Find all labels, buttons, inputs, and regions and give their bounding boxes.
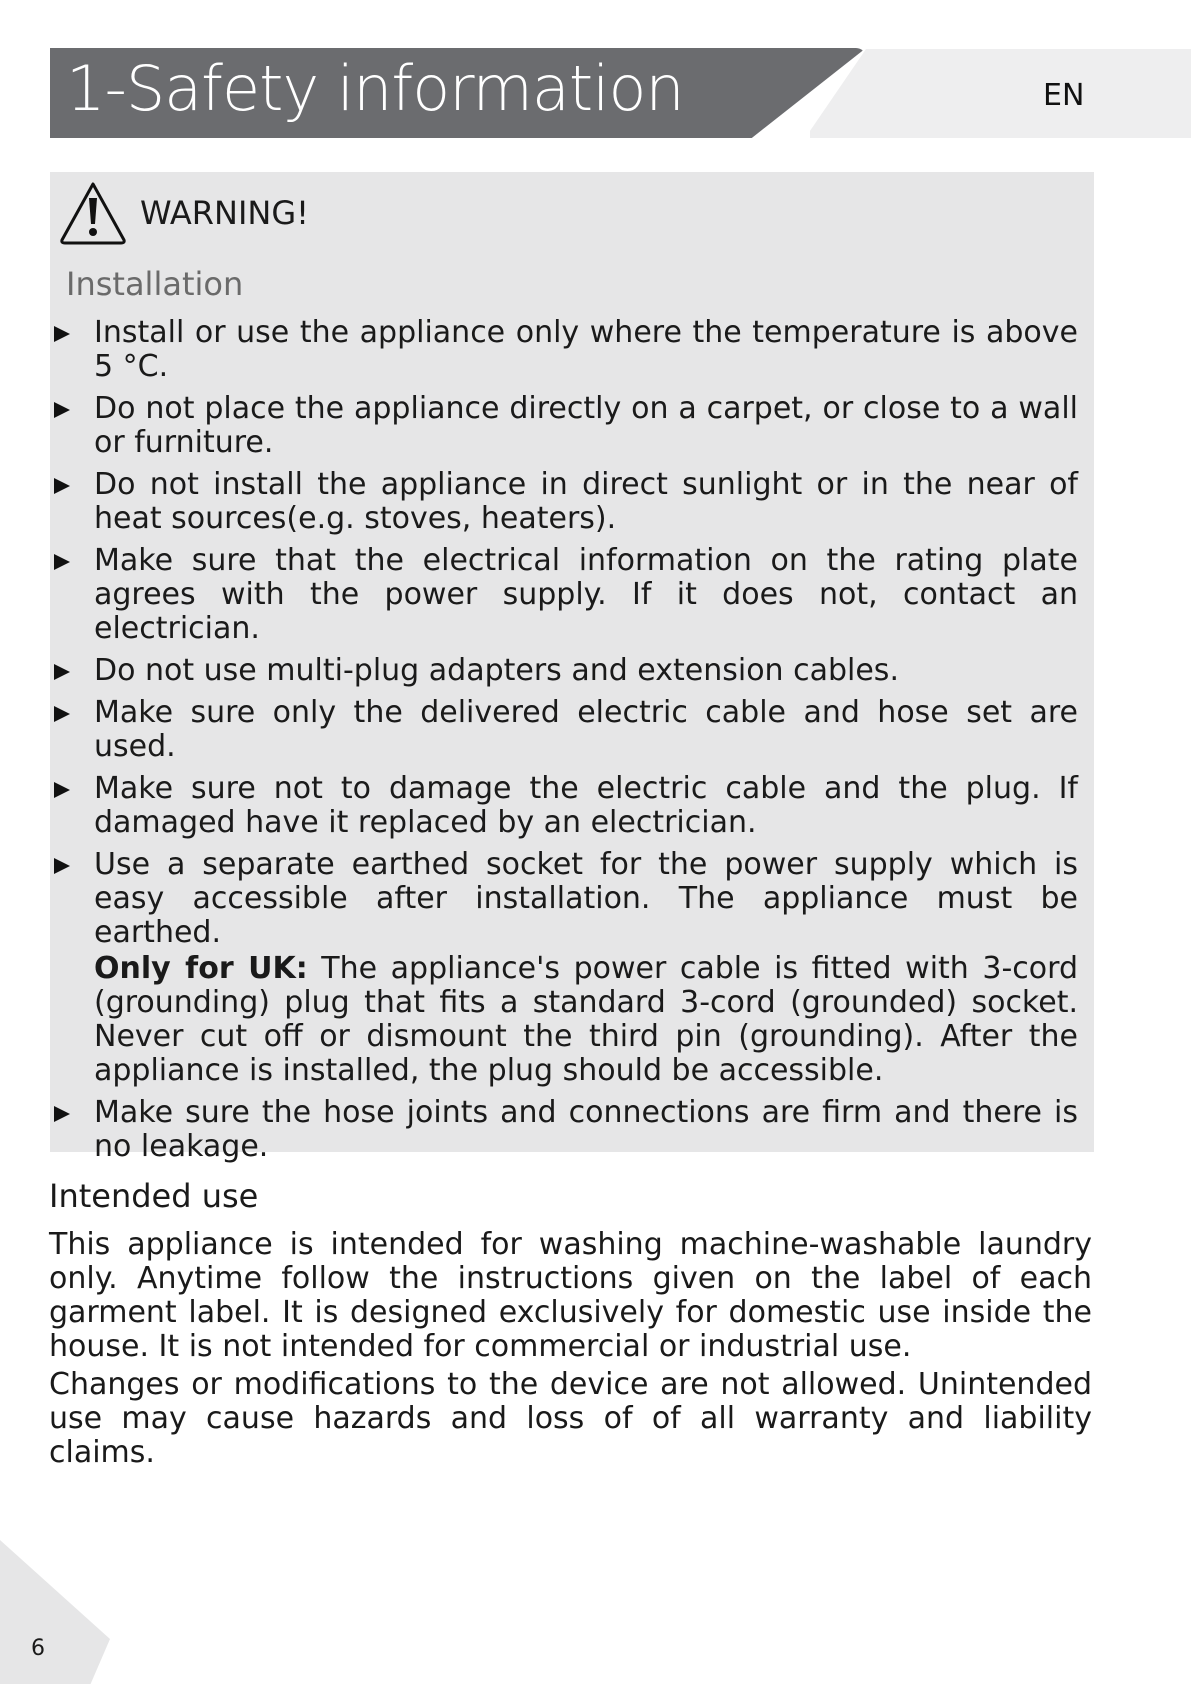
page-number-tab: [0, 1540, 110, 1684]
item-text: Make sure not to damage the electric cable and the plug. If damaged have it replaced by an electrician.: [94, 771, 1078, 840]
bullet-icon: [54, 782, 70, 798]
item-text: Make sure the hose joints and connections are firm and there is no leakage.: [94, 1095, 1078, 1164]
list-item: [54, 772, 1078, 840]
installation-list: [54, 316, 1078, 1172]
language-tab: [810, 49, 1191, 138]
bullet-icon: [54, 664, 70, 680]
paragraph: Changes or modifications to the device are not allowed. Unintended use may cause hazards and loss of of all warranty and liability claims.: [49, 1367, 1092, 1470]
uk-note: [94, 952, 1078, 1088]
list-item: [54, 696, 1078, 764]
bullet-icon: [54, 554, 70, 570]
item-text: Do not install the appliance in direct sunlight or in the near of heat sources(e.g. stoves, heaters).: [94, 467, 1078, 536]
list-item: [54, 392, 1078, 460]
item-text: Use a separate earthed socket for the power supply which is easy accessible after installation. The appliance must be earthed.: [94, 847, 1078, 950]
item-text: Install or use the appliance only where the temperature is above 5 °C.: [94, 315, 1078, 384]
bullet-icon: [54, 706, 70, 722]
item-text: Make sure that the electrical information on the rating plate agrees with the power supply. If it does not, contact an electrician.: [94, 543, 1078, 646]
list-item: [54, 654, 1078, 688]
list-item: [54, 468, 1078, 536]
bullet-icon: [54, 858, 70, 874]
uk-label: Only for UK:: [94, 951, 308, 986]
warning-icon: [58, 180, 128, 246]
page-title: 1-Safety information: [66, 52, 684, 125]
bullet-icon: [54, 478, 70, 494]
uk-text: The appliance's power cable is fitted with 3-cord (grounding) plug that fits a standard 3-cord (grounded) socket. Never cut off or dismount the third pin (grounding). After the appliance is installed, the plug should be accessible.: [94, 951, 1078, 1088]
warning-label: WARNING!: [140, 194, 309, 232]
list-item: [54, 316, 1078, 384]
bullet-icon: [54, 402, 70, 418]
bullet-icon: [54, 326, 70, 342]
list-item: [54, 544, 1078, 646]
section-heading-intended-use: Intended use: [49, 1177, 259, 1215]
paragraph: This appliance is intended for washing machine-washable laundry only. Anytime follow the instructions given on the label of each garment label. It is designed exclusively for domestic use inside the house. It is not intended for commercial or industrial use.: [49, 1227, 1092, 1364]
page-number: 6: [31, 1636, 45, 1661]
item-text: Do not place the appliance directly on a carpet, or close to a wall or furniture.: [94, 391, 1078, 460]
list-item: [54, 1096, 1078, 1164]
list-item: [54, 848, 1078, 1088]
item-text: Do not use multi-plug adapters and extension cables.: [94, 653, 899, 688]
intended-use-text: [49, 1228, 1092, 1474]
item-text: Make sure only the delivered electric cable and hose set are used.: [94, 695, 1078, 764]
section-heading-installation: Installation: [66, 265, 244, 303]
language-code: EN: [1043, 78, 1085, 113]
bullet-icon: [54, 1106, 70, 1122]
